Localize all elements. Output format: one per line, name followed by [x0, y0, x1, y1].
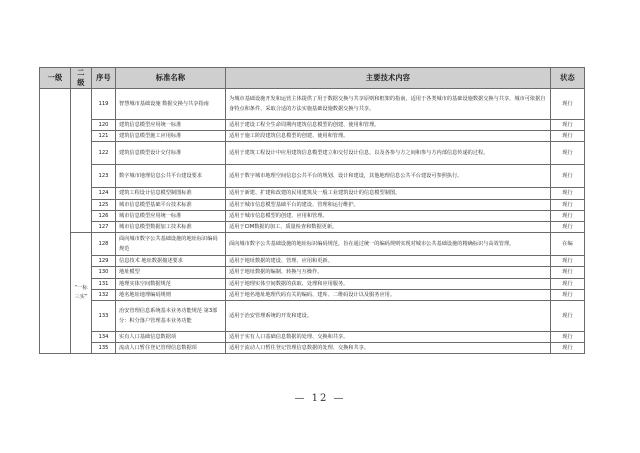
table-row	[40, 267, 585, 278]
seq-cell: 134	[92, 332, 116, 343]
level2-cell	[71, 89, 92, 233]
name-cell: 城市信息模型基础平台技术标准	[116, 199, 226, 210]
name-cell: 实有人口基础信息数据项	[116, 332, 226, 343]
name-cell: 地理实体空间数据规范	[116, 278, 226, 289]
seq-cell: 127	[92, 222, 116, 233]
header-seq: 序号	[92, 68, 116, 89]
status-cell: 现行	[551, 332, 585, 343]
status-cell: 现行	[551, 188, 585, 199]
name-cell: 建筑工程设计信息模型制图标准	[116, 188, 226, 199]
seq-cell: 124	[92, 188, 116, 199]
name-cell: 地名地址地理编码规则	[116, 289, 226, 300]
status-cell: 现行	[551, 89, 585, 120]
table-row	[40, 233, 585, 256]
table-row	[40, 278, 585, 289]
content-cell: 适用于地址数据的编制、转换与互操作。	[226, 267, 551, 278]
table-row	[40, 332, 585, 343]
content-cell: 适用于治安管理系统的开发和建设。	[226, 301, 551, 332]
status-cell: 现行	[551, 120, 585, 131]
content-cell: 适用于实有人口基础信息数据的处理、交换和共享。	[226, 332, 551, 343]
header-content: 主要技术内容	[226, 68, 551, 89]
name-cell: 城市信息模型数据加工技术标准	[116, 222, 226, 233]
content-cell: 适用于建设工程全生命周期内建筑信息模型的创建、使用和管理。	[226, 120, 551, 131]
seq-cell: 129	[92, 256, 116, 267]
content-cell: 适用于地理实体空间数据的获取、处理和应用服务。	[226, 278, 551, 289]
content-cell: 适用于建筑工程设计中应用建筑信息模型建立和交付设计信息，以及各参与方之间和参与方内部信息传递的过程。	[226, 142, 551, 165]
seq-cell: 121	[92, 131, 116, 142]
seq-cell: 132	[92, 289, 116, 300]
name-cell: 信息技术 地址数据描述要求	[116, 256, 226, 267]
seq-cell: 119	[92, 89, 116, 120]
table-row	[40, 131, 585, 142]
seq-cell: 126	[92, 210, 116, 221]
name-cell: 建筑信息模型设计交付标准	[116, 142, 226, 165]
status-cell: 现行	[551, 142, 585, 165]
content-cell: 适用于城市信息模型基础平台的建设、管理和运行维护。	[226, 199, 551, 210]
seq-cell: 131	[92, 278, 116, 289]
header-name: 标准名称	[116, 68, 226, 89]
status-cell: 现行	[551, 343, 585, 354]
table-row	[40, 256, 585, 267]
status-cell: 现行	[551, 199, 585, 210]
name-cell: 治安管理信息系统基本业务功能规范 第3部分：积分落户管理基本业务功能	[116, 301, 226, 332]
page-number: — 12 —	[294, 393, 346, 404]
table-row	[40, 188, 585, 199]
level1-cell	[40, 89, 71, 354]
status-cell: 现行	[551, 131, 585, 142]
group-label-yibiaosanshi: “一标三实”	[71, 233, 92, 354]
seq-cell: 135	[92, 343, 116, 354]
content-cell: 为城市基础设施开发和运营主体提供了用于数据交换与共享原则和框架的指南，适用于各类城市的基础设施数据交换与共享，城市可依据自身特点和条件，采取合适的方法实施基础设施数据交换与共享。	[226, 89, 551, 120]
name-cell: 面向城市数字公共基础设施的地址标识编码规范	[116, 233, 226, 256]
status-cell: 现行	[551, 289, 585, 300]
header-status: 状态	[551, 68, 585, 89]
header-level1: 一级	[40, 68, 71, 89]
seq-cell: 128	[92, 233, 116, 256]
name-cell: 数字城市地理信息公共平台建设要求	[116, 165, 226, 188]
standards-table	[39, 67, 585, 354]
status-cell: 在编	[551, 233, 585, 256]
content-cell: 适用于新建、扩建和改建的民用建筑及一般工业建筑设计的信息模型制图。	[226, 188, 551, 199]
name-cell: 建筑信息模型施工应用标准	[116, 131, 226, 142]
content-cell: 适用于城市信息模型的创建、应用和管理。	[226, 210, 551, 221]
table-row	[40, 222, 585, 233]
seq-cell: 120	[92, 120, 116, 131]
table-row	[40, 289, 585, 300]
seq-cell: 130	[92, 267, 116, 278]
table-row	[40, 199, 585, 210]
table-row	[40, 142, 585, 165]
seq-cell: 125	[92, 199, 116, 210]
status-cell: 现行	[551, 301, 585, 332]
table-row	[40, 301, 585, 332]
header-level2: 二级	[71, 68, 92, 89]
content-cell: 适用于数字城市地理空间信息公共平台的规划、设计和建设，其他地理信息公共平台建设可参照执行。	[226, 165, 551, 188]
content-cell: 适用于地名地址地理代码有关的编码、建库、二维码设计以及服务应用。	[226, 289, 551, 300]
status-cell: 现行	[551, 278, 585, 289]
content-cell: 适用于流动人口暂住登记管理信息数据的处理、交换和共享。	[226, 343, 551, 354]
status-cell: 现行	[551, 165, 585, 188]
seq-cell: 133	[92, 301, 116, 332]
content-cell: 面向城市数字公共基础设施的地址标识编码规范，旨在通过统一的编码规则实现对城市公共基础设施的精确标识与高效管理。	[226, 233, 551, 256]
table-header-row	[40, 68, 585, 89]
name-cell: 地址模型	[116, 267, 226, 278]
content-cell: 适用于地址数据的建设、管理、应用和更新。	[226, 256, 551, 267]
table-row	[40, 120, 585, 131]
table-row	[40, 343, 585, 354]
name-cell: 智慧城市基础设施 数据交换与共享指南	[116, 89, 226, 120]
table-row	[40, 165, 585, 188]
name-cell: 流动人口暂住登记管理信息数据项	[116, 343, 226, 354]
table-row	[40, 210, 585, 221]
name-cell: 城市信息模型应用统一标准	[116, 210, 226, 221]
status-cell: 现行	[551, 267, 585, 278]
status-cell: 现行	[551, 210, 585, 221]
status-cell: 现行	[551, 256, 585, 267]
content-cell: 适用于CIM数据的加工、质量检查和数据更新。	[226, 222, 551, 233]
seq-cell: 123	[92, 165, 116, 188]
name-cell: 建筑信息模型应用统一标准	[116, 120, 226, 131]
table-row	[40, 89, 585, 120]
status-cell: 现行	[551, 222, 585, 233]
seq-cell: 122	[92, 142, 116, 165]
content-cell: 适用于施工阶段建筑信息模型的创建、使用和管理。	[226, 131, 551, 142]
